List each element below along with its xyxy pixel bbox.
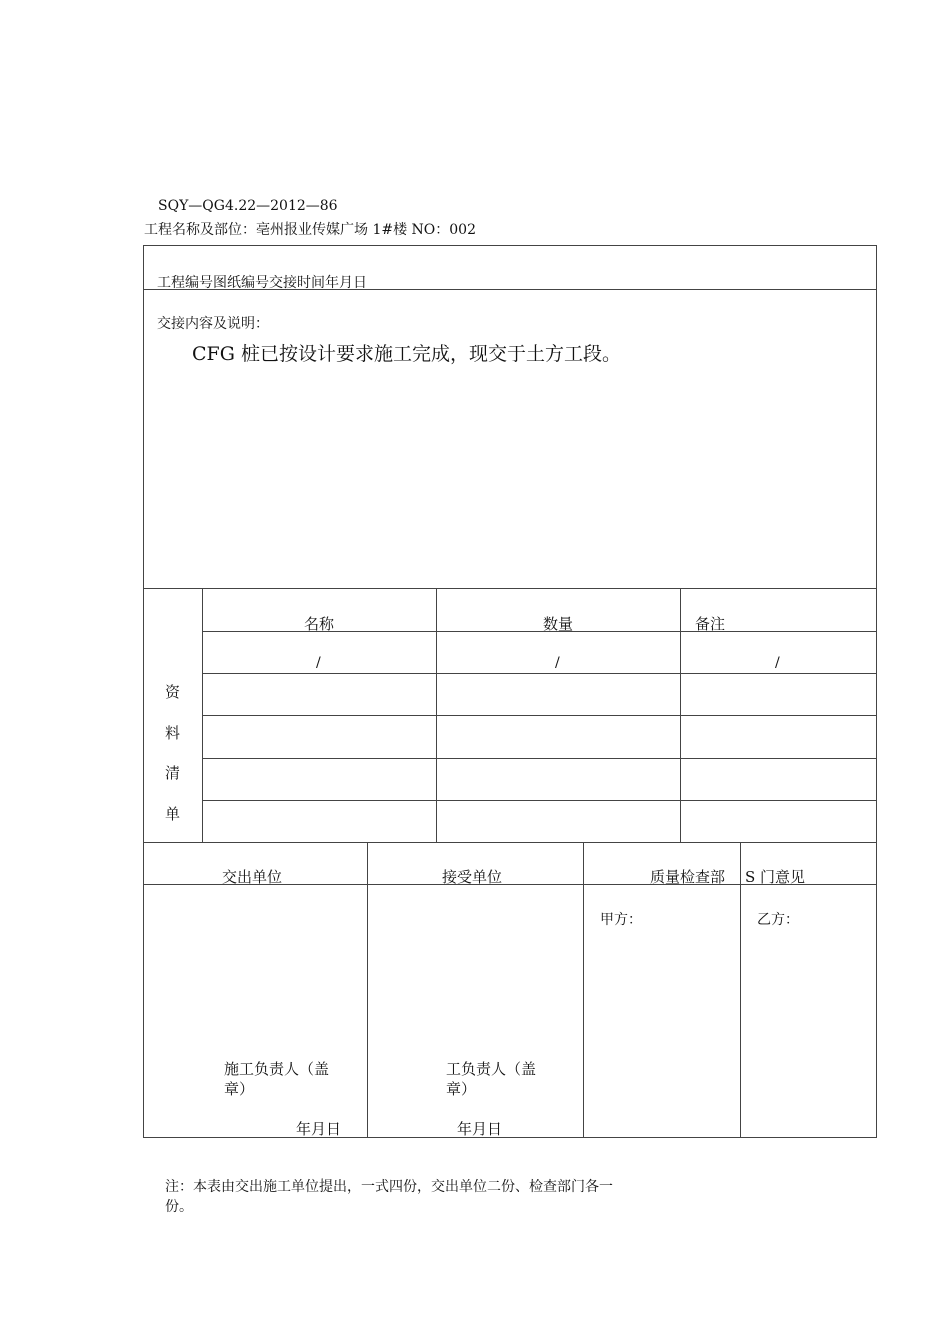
project-info-row: 工程编号图纸编号交接时间年月日: [157, 275, 367, 291]
side-label-char: 资: [165, 683, 181, 701]
note-line-2: 份。: [165, 1199, 193, 1215]
doc-code: SQY—QG4.22—2012—86: [158, 198, 338, 214]
table-cell: /: [555, 655, 560, 671]
handover-content: CFG 桩已按设计要求施工完成，现交于土方工段。: [192, 343, 621, 365]
receive-sign-label: 工负责人（盖: [446, 1060, 537, 1078]
deliver-date: 年月日: [296, 1120, 342, 1138]
side-label-char: 清: [165, 764, 181, 782]
receive-sign-label-2: 章）: [446, 1080, 477, 1098]
quality-dept-suffix: S 门意见: [745, 868, 806, 886]
quality-dept-header: 质量检查部: [650, 868, 726, 886]
note-line-1: 注：本表由交出施工单位提出，一式四份，交出单位二份、检查部门各一: [165, 1179, 613, 1195]
header-quantity: 数量: [543, 615, 574, 633]
handover-label: 交接内容及说明：: [157, 316, 269, 332]
party-a-label: 甲方：: [600, 912, 642, 928]
receive-date: 年月日: [457, 1120, 503, 1138]
header-remarks: 备注: [695, 615, 726, 633]
table-cell: /: [316, 655, 321, 671]
deliver-sign-label-2: 章）: [224, 1080, 255, 1098]
deliver-unit-header: 交出单位: [222, 868, 283, 886]
receive-unit-header: 接受单位: [442, 868, 503, 886]
side-label-char: 单: [165, 805, 181, 823]
project-label: 工程名称及部位：亳州报业传媒广场 1#楼 NO：002: [144, 222, 476, 238]
table-cell: /: [775, 655, 780, 671]
party-b-label: 乙方：: [757, 912, 799, 928]
side-label-char: 料: [165, 724, 181, 742]
header-name: 名称: [304, 615, 335, 633]
deliver-sign-label: 施工负责人（盖: [224, 1060, 330, 1078]
